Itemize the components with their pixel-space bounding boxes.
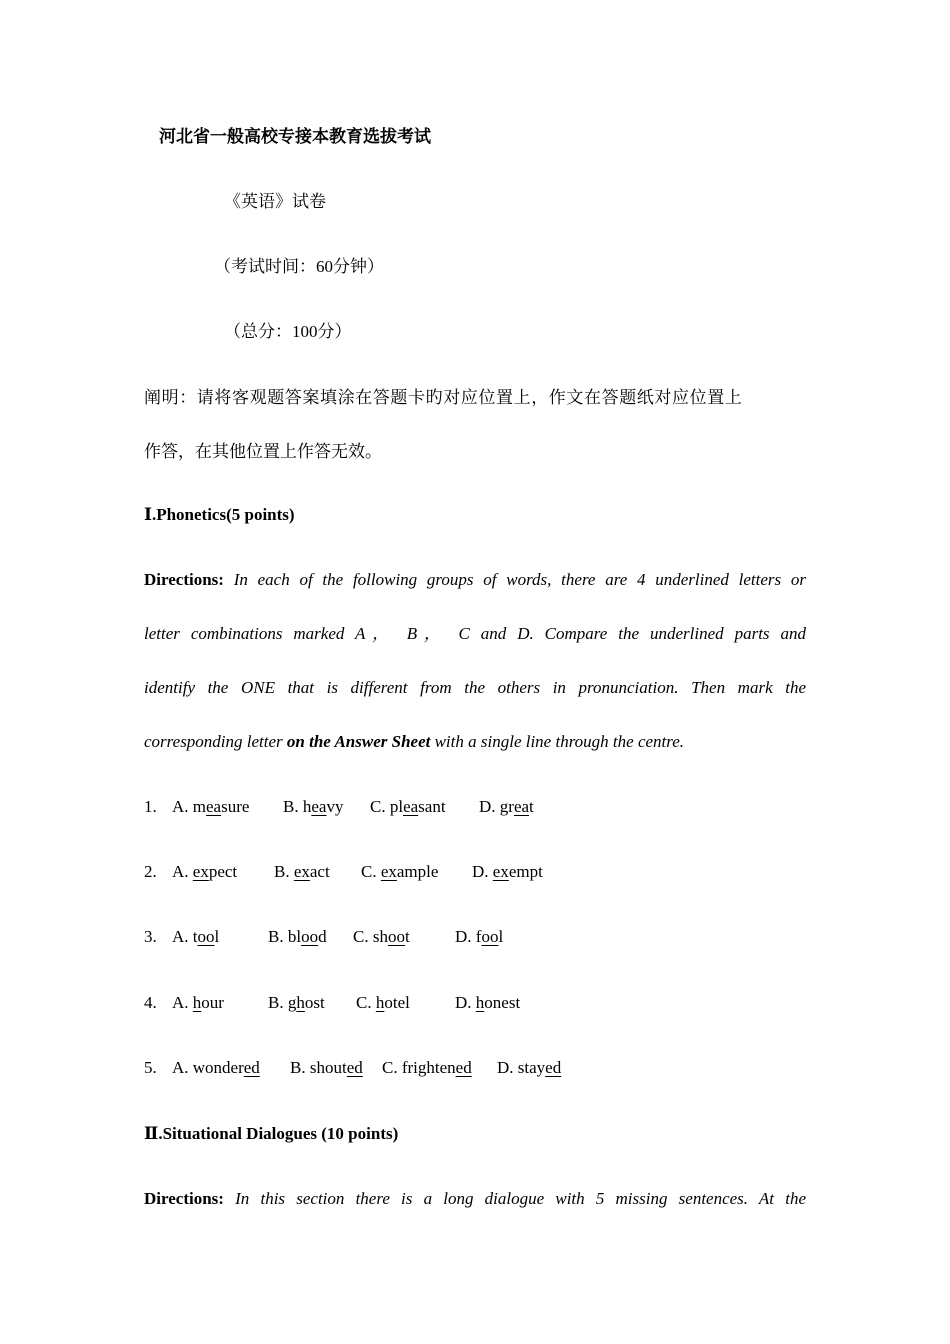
option-c: C. example xyxy=(361,862,439,881)
section-1-directions-line-4 xyxy=(144,731,684,753)
option-b: B. ghost xyxy=(268,993,325,1012)
option-b: B. blood xyxy=(268,927,327,946)
section-1-title: .Phonetics(5 points) xyxy=(151,505,295,524)
directions-text: corresponding letter xyxy=(144,732,283,751)
directions-label: Directions: xyxy=(144,570,224,589)
section-2-numeral: Ⅱ xyxy=(144,1124,159,1144)
option-a: A. hour xyxy=(172,993,224,1012)
question-number: 5. xyxy=(144,1058,157,1077)
section-2-title: .Situational Dialogues (10 points) xyxy=(158,1124,399,1143)
option-d: D. honest xyxy=(455,993,521,1012)
section-1-directions-line-1 xyxy=(144,569,806,591)
option-a: A. expect xyxy=(172,862,238,881)
option-c: C. hotel xyxy=(356,993,410,1012)
option-c: C. pleasant xyxy=(370,797,446,816)
option-a: A. tool xyxy=(172,927,220,946)
option-d: D. exempt xyxy=(472,862,543,881)
section-1-directions-line-3: identify the ONE that is different from the others in pronunciation. Then mark the xyxy=(144,678,806,697)
exam-time: （考试时间：60分钟） xyxy=(214,257,384,276)
question-number: 2. xyxy=(144,862,157,881)
exam-subject: 《英语》试卷 xyxy=(224,192,326,211)
option-a: A. wondered xyxy=(172,1058,260,1077)
section-2-directions-line-1 xyxy=(144,1188,806,1210)
section-1-numeral: Ⅰ xyxy=(144,505,152,525)
option-a: A. measure xyxy=(172,797,250,816)
directions-text: with a single line through the centre. xyxy=(434,732,685,751)
option-d: D. fool xyxy=(455,927,504,946)
notice-line-1: 阐明：请将客观题答案填涂在答题卡旳对应位置上，作文在答题纸对应位置上 xyxy=(144,388,743,407)
notice-line-2: 作答，在其他位置上作答无效。 xyxy=(144,442,382,461)
option-c: C. shoot xyxy=(353,927,410,946)
directions-text: In each of the following groups of words, there are 4 underlined letters or xyxy=(233,570,807,589)
exam-score: （总分：100分） xyxy=(224,322,352,341)
option-c: C. frightened xyxy=(382,1058,472,1077)
option-b: B. shouted xyxy=(290,1058,363,1077)
section-2-heading xyxy=(144,1123,398,1145)
option-b: B. exact xyxy=(274,862,330,881)
option-b: B. heavy xyxy=(283,797,344,816)
directions-label: Directions: xyxy=(144,1189,224,1208)
section-1-heading xyxy=(144,504,295,526)
option-d: D. stayed xyxy=(497,1058,562,1077)
exam-title: 河北省一般高校专接本教育选拔考试 xyxy=(159,127,431,146)
directions-text: In this section there is a long dialogue with 5 missing sentences. At the xyxy=(235,1189,806,1208)
question-number: 1. xyxy=(144,797,157,816)
question-number: 3. xyxy=(144,927,157,946)
question-number: 4. xyxy=(144,993,157,1012)
section-1-directions-line-2: letter combinations marked A， B， C and D. Compare the underlined parts and xyxy=(144,624,806,643)
option-d: D. great xyxy=(479,797,534,816)
directions-emphasis: on the Answer Sheet xyxy=(286,732,431,751)
